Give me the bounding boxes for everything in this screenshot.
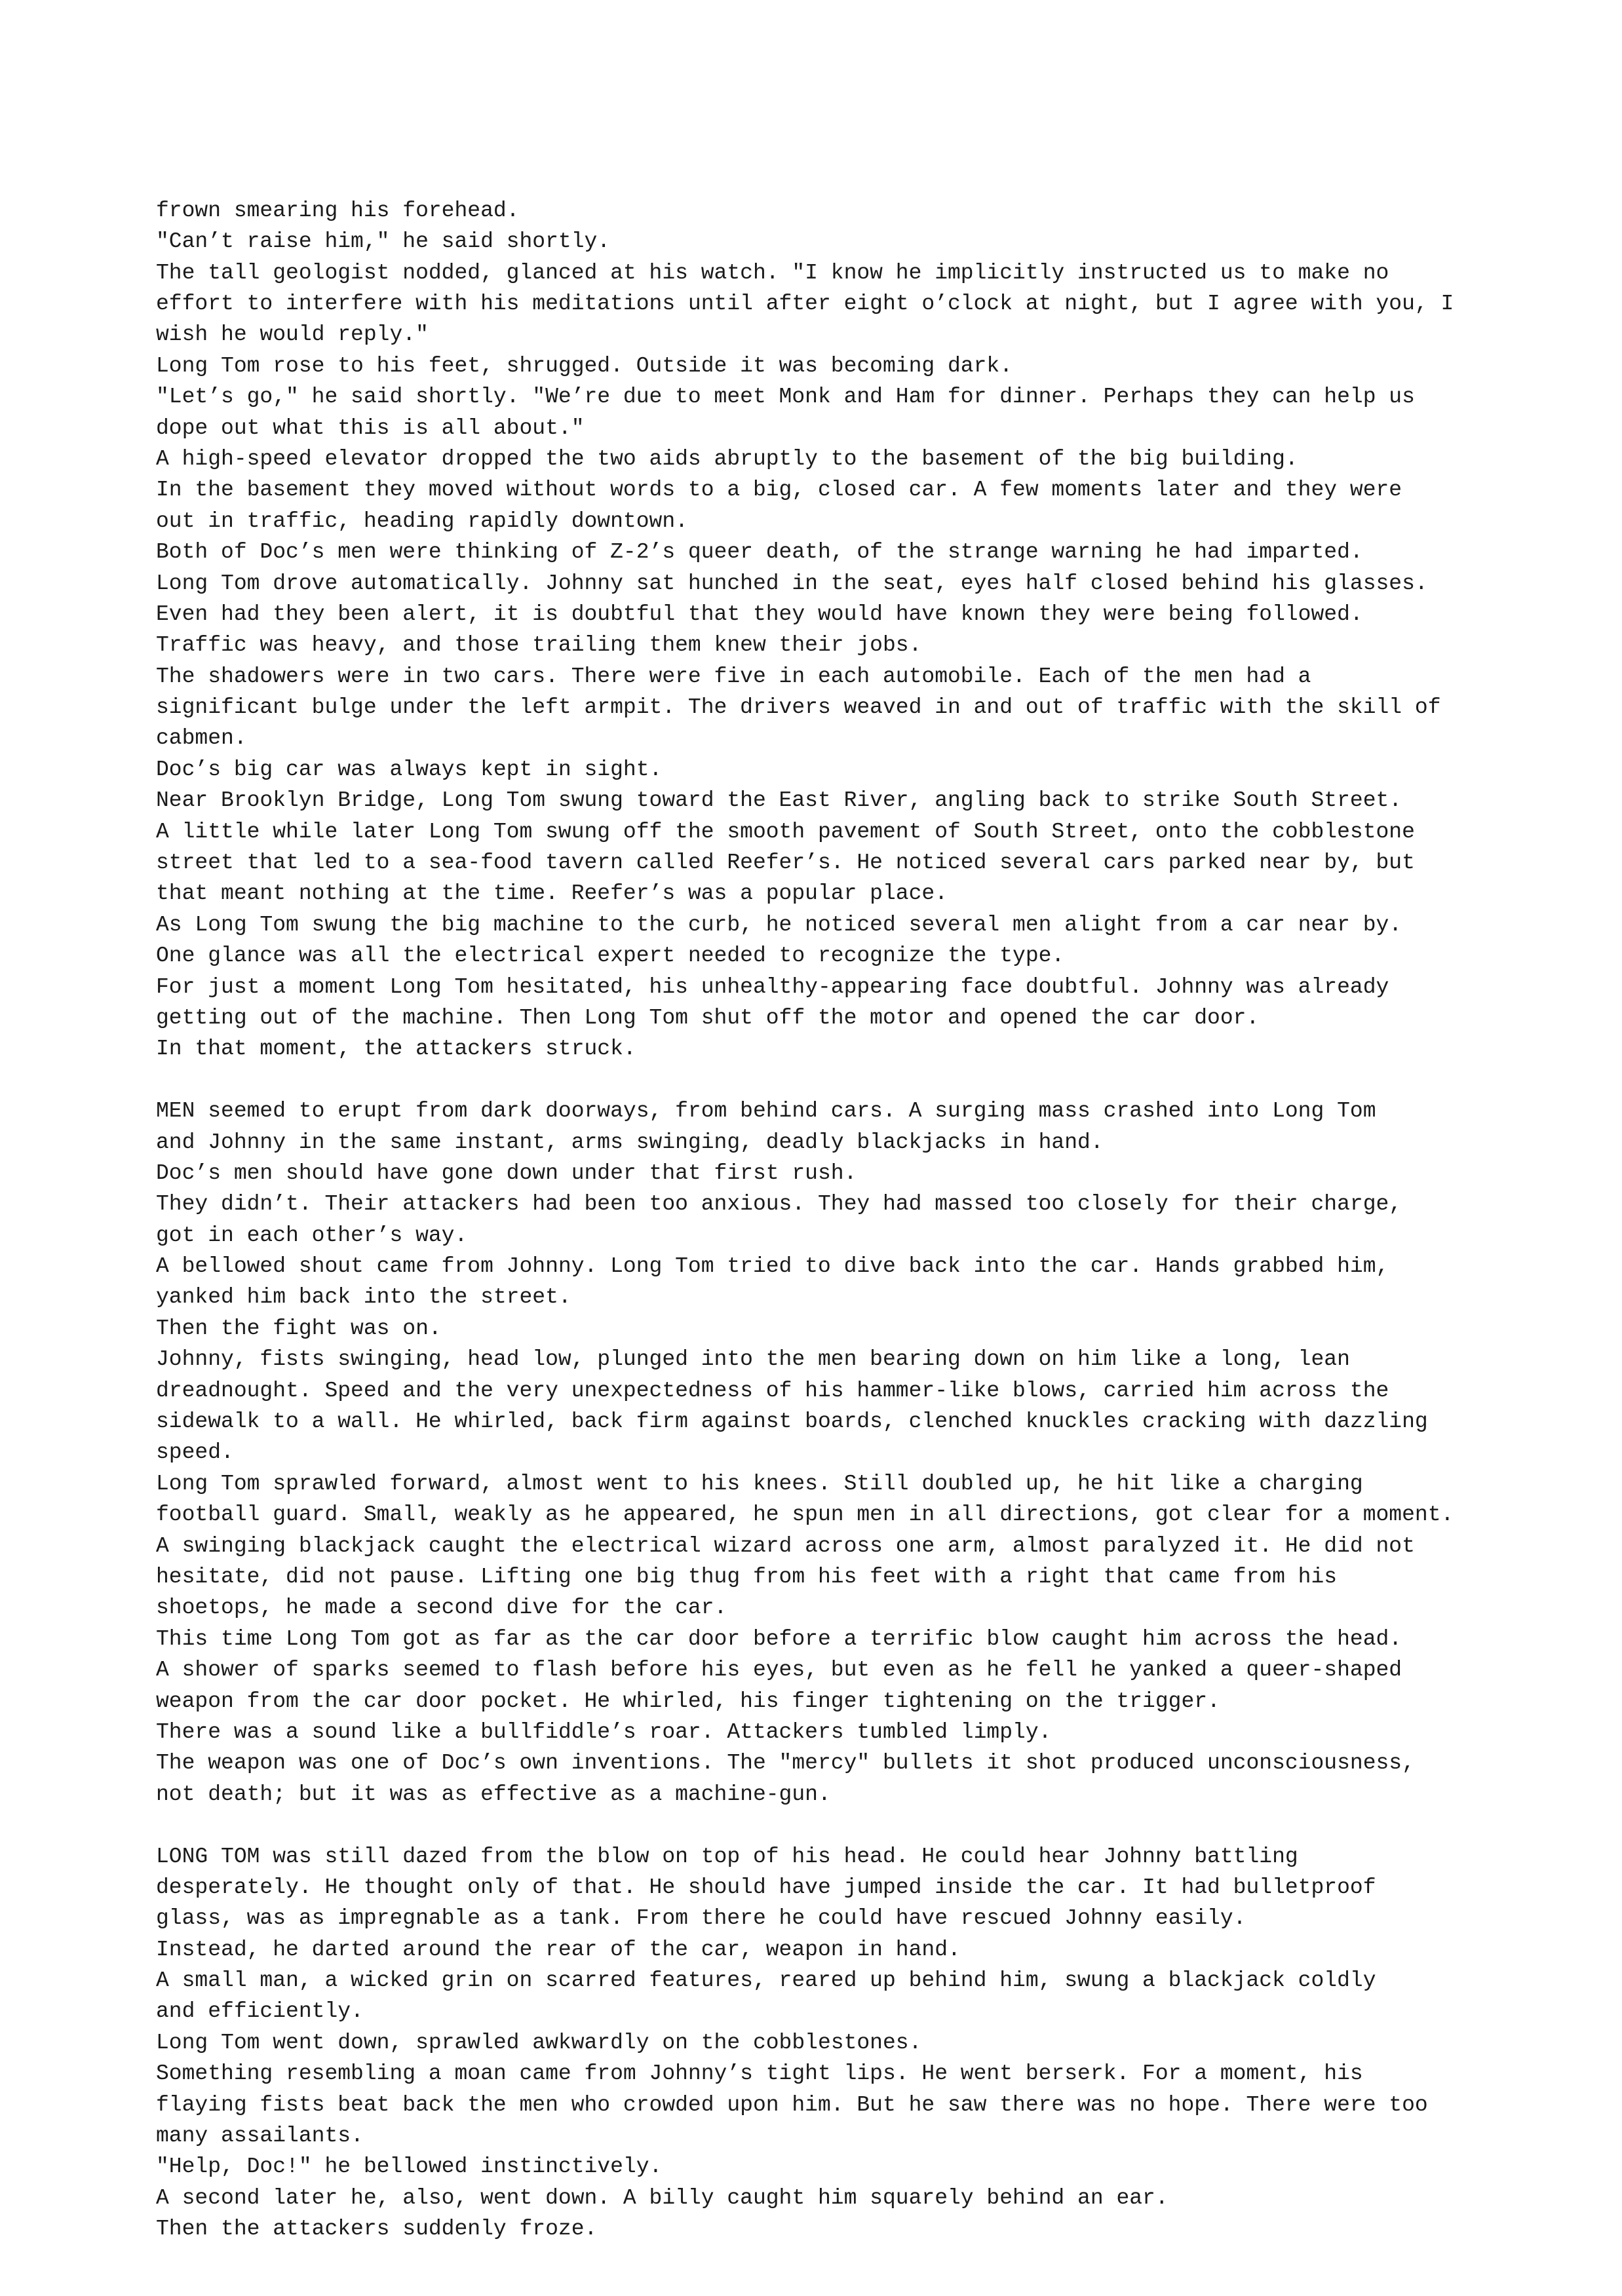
text-line: A bellowed shout came from Johnny. Long Tom tried to dive back into the car. Hands grabbed him,	[156, 1254, 1389, 1279]
text-line: street that led to a sea-food tavern called Reefer’s. He noticed several cars parked near by, but	[156, 851, 1415, 875]
text-line: Long Tom went down, sprawled awkwardly on the cobblestones.	[156, 2030, 922, 2055]
text-line: Even had they been alert, it is doubtful that they would have known they were being followed.	[156, 602, 1363, 626]
text-line: "Can’t raise him," he said shortly.	[156, 229, 611, 254]
text-line: In that moment, the attackers struck.	[156, 1037, 636, 1062]
text-line: shoetops, he made a second dive for the car.	[156, 1596, 727, 1620]
text-line: Then the fight was on.	[156, 1316, 442, 1341]
text-line: wish he would reply."	[156, 322, 429, 347]
text-line: There was a sound like a bullfiddle’s roar. Attackers tumbled limply.	[156, 1719, 1052, 1744]
text-line: not death; but it was as effective as a machine-gun.	[156, 1782, 831, 1807]
text-line: Something resembling a moan came from Johnny’s tight lips. He went berserk. For a moment, his	[156, 2061, 1363, 2086]
blank-line	[156, 1810, 1493, 1841]
text-line: Johnny, fists swinging, head low, plunged into the men bearing down on him like a long, lean	[156, 1347, 1350, 1372]
text-line: cabmen.	[156, 726, 247, 751]
text-line: A shower of sparks seemed to flash before his eyes, but even as he fell he yanked a queer-shaped	[156, 1658, 1402, 1683]
text-line: LONG TOM was still dazed from the blow on top of his head. He could hear Johnny battling	[156, 1844, 1298, 1869]
text-line: A high-speed elevator dropped the two aids abruptly to the basement of the big building.	[156, 446, 1298, 471]
text-line: Then the attackers suddenly froze.	[156, 2217, 598, 2242]
text-line: MEN seemed to erupt from dark doorways, from behind cars. A surging mass crashed into Long Tom	[156, 1099, 1376, 1124]
text-line: Doc’s big car was always kept in sight.	[156, 757, 663, 782]
text-line: yanked him back into the street.	[156, 1285, 571, 1310]
text-line: A little while later Long Tom swung off the smooth pavement of South Street, onto the cobblestone	[156, 819, 1415, 844]
text-line: frown smearing his forehead.	[156, 198, 520, 223]
text-line: For just a moment Long Tom hesitated, his unhealthy-appearing face doubtful. Johnny was already	[156, 974, 1389, 999]
text-line: glass, was as impregnable as a tank. From there he could have rescued Johnny easily.	[156, 1906, 1246, 1931]
text-line: Long Tom rose to his feet, shrugged. Outside it was becoming dark.	[156, 353, 1013, 378]
text-line: "Let’s go," he said shortly. "We’re due to meet Monk and Ham for dinner. Perhaps they can help us	[156, 385, 1415, 410]
text-line: Instead, he darted around the rear of the car, weapon in hand.	[156, 1937, 961, 1962]
text-line: significant bulge under the left armpit. The drivers weaved in and out of traffic with the skill of	[156, 695, 1441, 720]
text-line: Long Tom drove automatically. Johnny sat hunched in the seat, eyes half closed behind his glasses.	[156, 571, 1428, 596]
text-line: Near Brooklyn Bridge, Long Tom swung toward the East River, angling back to strike South Street.	[156, 788, 1402, 813]
text-line: "Help, Doc!" he bellowed instinctively.	[156, 2154, 663, 2179]
text-body	[156, 195, 1493, 2245]
text-line: flaying fists beat back the men who crowded upon him. But he saw there was no hope. There were too	[156, 2092, 1428, 2117]
text-line: A second later he, also, went down. A billy caught him squarely behind an ear.	[156, 2185, 1168, 2210]
text-line: many assailants.	[156, 2124, 364, 2149]
text-line: As Long Tom swung the big machine to the curb, he noticed several men alight from a car near by.	[156, 912, 1402, 937]
text-line: A swinging blackjack caught the electrical wizard across one arm, almost paralyzed it. He did not	[156, 1533, 1415, 1558]
text-line: speed.	[156, 1440, 234, 1465]
text-line: that meant nothing at the time. Reefer’s was a popular place.	[156, 881, 948, 906]
blank-line	[156, 1065, 1493, 1096]
text-line: sidewalk to a wall. He whirled, back firm against boards, clenched knuckles cracking with dazzling	[156, 1409, 1428, 1434]
text-line: The tall geologist nodded, glanced at his watch. "I know he implicitly instructed us to make no	[156, 260, 1389, 285]
text-line: Both of Doc’s men were thinking of Z-2’s queer death, of the strange warning he had imparted.	[156, 540, 1363, 565]
text-line: They didn’t. Their attackers had been too anxious. They had massed too closely for their charge,	[156, 1192, 1402, 1217]
text-line: football guard. Small, weakly as he appeared, he spun men in all directions, got clear for a moment.	[156, 1502, 1454, 1527]
text-line: hesitate, did not pause. Lifting one big thug from his feet with a right that came from his	[156, 1565, 1338, 1589]
document-page	[156, 133, 1493, 2276]
text-line: out in traffic, heading rapidly downtown.	[156, 508, 688, 533]
text-line: The shadowers were in two cars. There were five in each automobile. Each of the men had a	[156, 664, 1311, 689]
text-line: got in each other’s way.	[156, 1223, 468, 1248]
text-line: Traffic was heavy, and those trailing them knew their jobs.	[156, 633, 922, 658]
text-line: and Johnny in the same instant, arms swinging, deadly blackjacks in hand.	[156, 1130, 1104, 1155]
text-line: One glance was all the electrical expert needed to recognize the type.	[156, 944, 1065, 968]
text-line: dreadnought. Speed and the very unexpectedness of his hammer-like blows, carried him across the	[156, 1378, 1389, 1403]
text-line: In the basement they moved without words to a big, closed car. A few moments later and they were	[156, 478, 1402, 503]
text-line: Long Tom sprawled forward, almost went to his knees. Still doubled up, he hit like a charging	[156, 1471, 1363, 1496]
text-line: desperately. He thought only of that. He should have jumped inside the car. It had bulletproof	[156, 1875, 1376, 1900]
text-line: A small man, a wicked grin on scarred features, reared up behind him, swung a blackjack coldly	[156, 1968, 1376, 1993]
text-line: The weapon was one of Doc’s own inventions. The "mercy" bullets it shot produced unconsciousness,	[156, 1751, 1415, 1776]
text-line: Doc’s men should have gone down under that first rush.	[156, 1160, 857, 1185]
text-line: weapon from the car door pocket. He whirled, his finger tightening on the trigger.	[156, 1689, 1220, 1713]
text-line: effort to interfere with his meditations until after eight o’clock at night, but I agree with you, I	[156, 291, 1454, 316]
text-line: This time Long Tom got as far as the car door before a terrific blow caught him across the head.	[156, 1626, 1402, 1651]
text-line: dope out what this is all about."	[156, 415, 585, 440]
text-line: and efficiently.	[156, 1999, 364, 2024]
text-line: getting out of the machine. Then Long Tom shut off the motor and opened the car door.	[156, 1005, 1260, 1030]
